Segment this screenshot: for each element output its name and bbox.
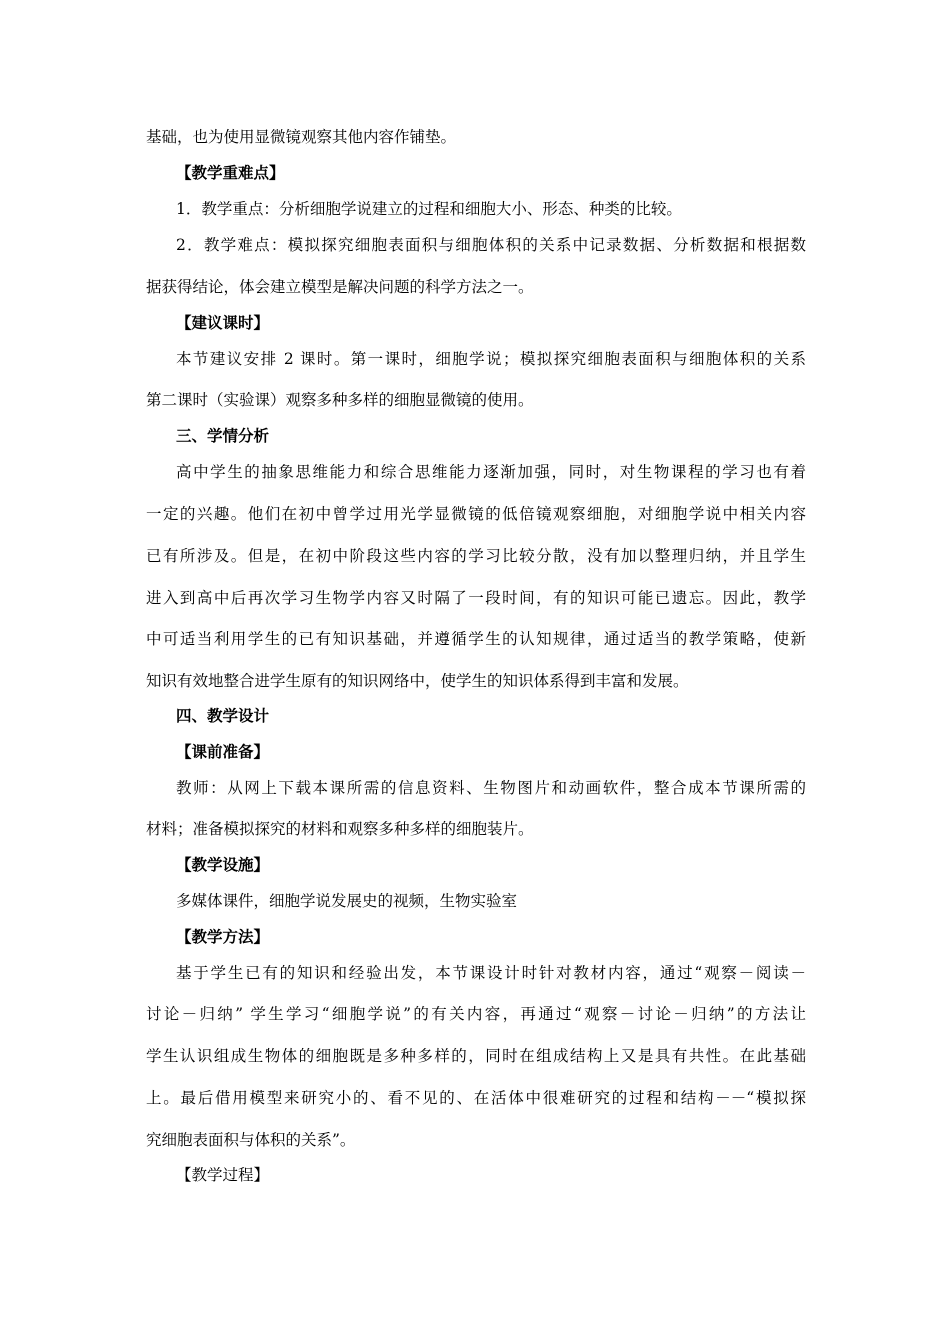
process-heading: 【教学过程】 [176, 1166, 270, 1184]
facilities-line-1: 多媒体课件，细胞学说发展史的视频，生物实验室 [176, 892, 518, 910]
method-line-4: 上。最后借用模型来研究小的、看不见的、在活体中很难研究的过程和结构－－“模拟探 [146, 1089, 806, 1107]
prep-line-1: 教师：从网上下载本课所需的信息资料、生物图片和动画软件，整合成本节课所需的 [176, 779, 806, 797]
analysis-line-1: 高中学生的抽象思维能力和综合思维能力逐渐加强，同时，对生物课程的学习也有着 [176, 463, 806, 481]
method-line-3: 学生认识组成生物体的细胞既是多种多样的，同时在组成结构上又是具有共性。在此基础 [146, 1047, 806, 1065]
key-point-item-2-line-2: 据获得结论，体会建立模型是解决问题的科学方法之一。 [146, 278, 534, 296]
method-line-5: 究细胞表面积与体积的关系”。 [146, 1131, 356, 1149]
prep-line-2: 材料；准备模拟探究的材料和观察多种多样的细胞装片。 [146, 820, 534, 838]
schedule-line-1: 本节建议安排 2 课时。第一课时，细胞学说；模拟探究细胞表面积与细胞体积的关系 [176, 350, 806, 368]
method-line-2: 讨论－归纳” 学生学习“细胞学说”的有关内容，再通过“观察－讨论－归纳”的方法让 [146, 1005, 806, 1023]
facilities-heading: 【教学设施】 [176, 856, 270, 874]
analysis-line-3: 已有所涉及。但是，在初中阶段这些内容的学习比较分散，没有加以整理归纳，并且学生 [146, 547, 806, 565]
analysis-line-6: 知识有效地整合进学生原有的知识网络中，使学生的知识体系得到丰富和发展。 [146, 672, 689, 690]
key-points-heading: 【教学重难点】 [176, 164, 285, 182]
method-heading: 【教学方法】 [176, 928, 270, 946]
schedule-heading: 【建议课时】 [176, 314, 270, 332]
analysis-line-2: 一定的兴趣。他们在初中曾学过用光学显微镜的低倍镜观察细胞，对细胞学说中相关内容 [146, 505, 806, 523]
key-point-item-2-line-1: 2．教学难点：模拟探究细胞表面积与细胞体积的关系中记录数据、分析数据和根据数 [176, 236, 806, 254]
intro-line: 基础，也为使用显微镜观察其他内容作铺垫。 [146, 128, 457, 146]
design-heading: 四、教学设计 [176, 707, 270, 725]
schedule-line-2: 第二课时（实验课）观察多种多样的细胞显微镜的使用。 [146, 391, 534, 409]
prep-heading: 【课前准备】 [176, 743, 270, 761]
method-line-1: 基于学生已有的知识和经验出发，本节课设计时针对教材内容，通过“观察－阅读－ [176, 964, 806, 982]
analysis-line-4: 进入到高中后再次学习生物学内容又时隔了一段时间，有的知识可能已遗忘。因此，教学 [146, 589, 806, 607]
analysis-heading: 三、学情分析 [176, 427, 270, 445]
analysis-line-5: 中可适当利用学生的已有知识基础，并遵循学生的认知规律，通过适当的教学策略，使新 [146, 630, 806, 648]
key-point-item-1: 1．教学重点：分析细胞学说建立的过程和细胞大小、形态、种类的比较。 [176, 200, 682, 218]
